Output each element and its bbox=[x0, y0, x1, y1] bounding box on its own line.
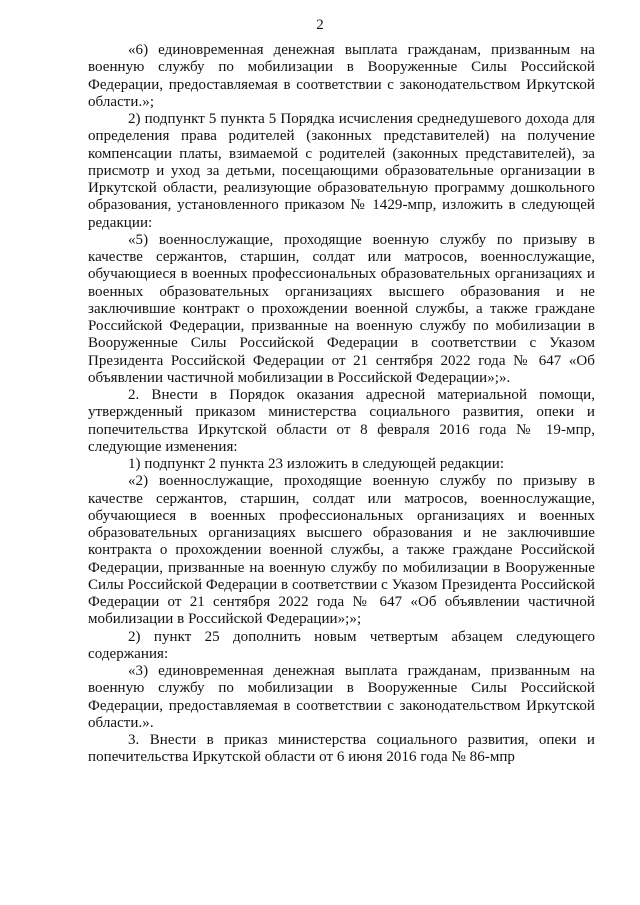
paragraph-subitem-2-point-5: 2) подпункт 5 пункта 5 Порядка исчисления среднедушевого дохода для определения права родителей (законных представителей) на получение компенсации платы, взимаемой с родителей (законных представителей), за присмотр и уход за детьми, посещающими образовательные организации в Иркутской области, реализующие образовательную программу дошкольного образования, установленного приказом № 1429-мпр, изложить в следующей редакции: bbox=[88, 111, 595, 231]
page-number: 2 bbox=[316, 17, 324, 33]
paragraph-item-3-quote: «3) единовременная денежная выплата гражданам, призванным на военную службу по мобилизации в Вооруженные Силы Российской Федерации, предоставляемая в соответствии с законодательством Иркутской области.». bbox=[88, 663, 595, 731]
paragraph-item-2-quote: «2) военнослужащие, проходящие военную службу по призыву в качестве сержантов, старшин, солдат или матросов, военнослужащие, обучающиеся в военных профессиональных организациях и военных образовательных организациях высшего образования и не заключившие контракта о прохождении военной службы, а также граждане Российской Федерации, призванные на военную службу по мобилизации в Вооруженные Силы Российской Федерации в соответствии с Указом Президента Российской Федерации от 21 сентября 2022 года № 647 «Об объявлении частичной мобилизации в Российской Федерации»;»; bbox=[88, 473, 595, 628]
paragraph-section-2: 2. Внести в Порядок оказания адресной материальной помощи, утвержденный приказом министерства социального развития, опеки и попечительства Иркутской области от 8 февраля 2016 года № 19-мпр, следующие изменения: bbox=[88, 387, 595, 455]
paragraph-item-5-quote: «5) военнослужащие, проходящие военную службу по призыву в качестве сержантов, старшин, солдат или матросов, военнослужащие, обучающиеся в военных профессиональных образовательных организациях и военных образовательных организациях высшего образования и не заключившие контракт о прохождении военной службы, а также граждане Российской Федерации, призванные на военную службу по мобилизации в Вооруженные Силы Российской Федерации в соответствии с Указом Президента Российской Федерации от 21 сентября 2022 года № 647 «Об объявлении частичной мобилизации в Российской Федерации»;». bbox=[88, 231, 595, 386]
paragraph-section-3: 3. Внести в приказ министерства социального развития, опеки и попечительства Иркутской области от 6 июня 2016 года № 86-мпр bbox=[88, 732, 595, 766]
paragraph-subitem-1: 1) подпункт 2 пункта 23 изложить в следующей редакции: bbox=[128, 456, 505, 472]
paragraph-item-6: «6) единовременная денежная выплата гражданам, призванным на военную службу по мобилизации в Вооруженные Силы Российской Федерации, предоставляемая в соответствии с законодательством Иркутской области.»; bbox=[88, 42, 595, 110]
document-body bbox=[88, 42, 595, 767]
paragraph-subitem-2-point-25: 2) пункт 25 дополнить новым четвертым абзацем следующего содержания: bbox=[88, 628, 595, 662]
